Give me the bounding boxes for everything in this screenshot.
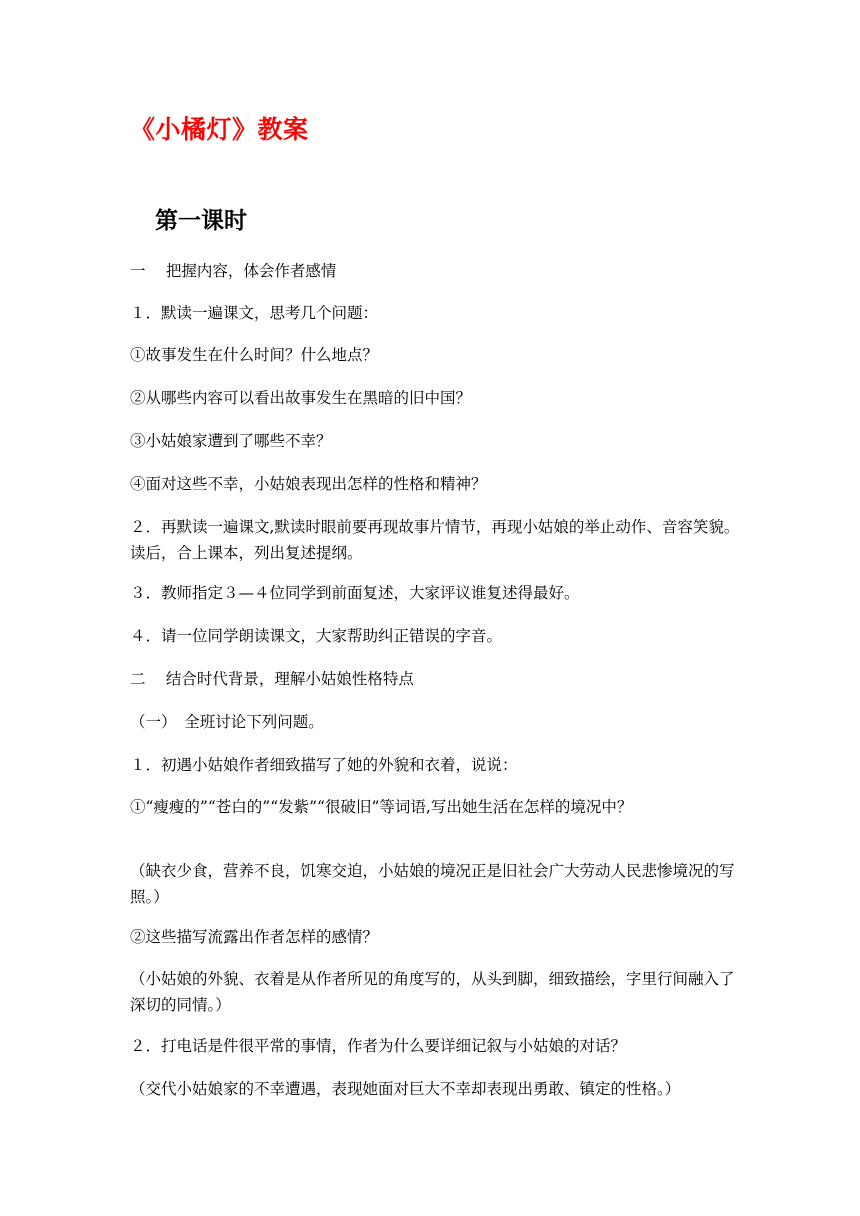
paragraph: ３．教师指定３—４位同学到前面复述，大家评议谁复述得最好。 <box>130 584 580 602</box>
section-heading: 一 把握内容，体会作者感情 <box>130 262 337 280</box>
paragraph: （一） 全班讨论下列问题。 <box>130 713 324 731</box>
paragraph: ２．打电话是件很平常的事情，作者为什么要详细记叙与小姑娘的对话？ <box>130 1037 627 1055</box>
lesson-heading: 第一课时 <box>155 207 247 234</box>
paragraph: ２．再默读一遍课文,默读时眼前要再现故事片情节，再现小姑娘的举止动作、音容笑貌。读后，合上课本，列出复述提纲。 <box>130 518 740 562</box>
paragraph: （缺衣少食，营养不良，饥寒交迫，小姑娘的境况正是旧社会广大劳动人民悲惨境况的写照。） <box>130 862 735 906</box>
paragraph: （小姑娘的外貌、衣着是从作者所见的角度写的，从头到脚，细致描绘，字里行间融入了深切的同情。） <box>130 970 735 1014</box>
paragraph: ①“瘦瘦的”“苍白的”“发紫”“很破旧”等词语,写出她生活在怎样的境况中？ <box>130 798 633 816</box>
paragraph: （交代小姑娘家的不幸遭遇，表现她面对巨大不幸却表现出勇敢、镇定的性格。） <box>130 1080 681 1098</box>
document-title: 《小橘灯》教案 <box>130 115 309 144</box>
paragraph: ②从哪些内容可以看出故事发生在黑暗的旧中国？ <box>130 389 472 407</box>
paragraph: １．默读一遍课文，思考几个问题： <box>130 304 379 322</box>
paragraph: ④面对这些不幸，小姑娘表现出怎样的性格和精神？ <box>130 475 487 493</box>
paragraph: １．初遇小姑娘作者细致描写了她的外貌和衣着，说说： <box>130 756 518 774</box>
paragraph: ③小姑娘家遭到了哪些不幸？ <box>130 432 332 450</box>
section-heading: 二 结合时代背景，理解小姑娘性格特点 <box>130 670 414 688</box>
paragraph: ４．请一位同学朗读课文，大家帮助纠正错误的字音。 <box>130 627 503 645</box>
paragraph: ②这些描写流露出作者怎样的感情？ <box>130 928 379 946</box>
paragraph: ①故事发生在什么时间？什么地点？ <box>130 346 379 364</box>
